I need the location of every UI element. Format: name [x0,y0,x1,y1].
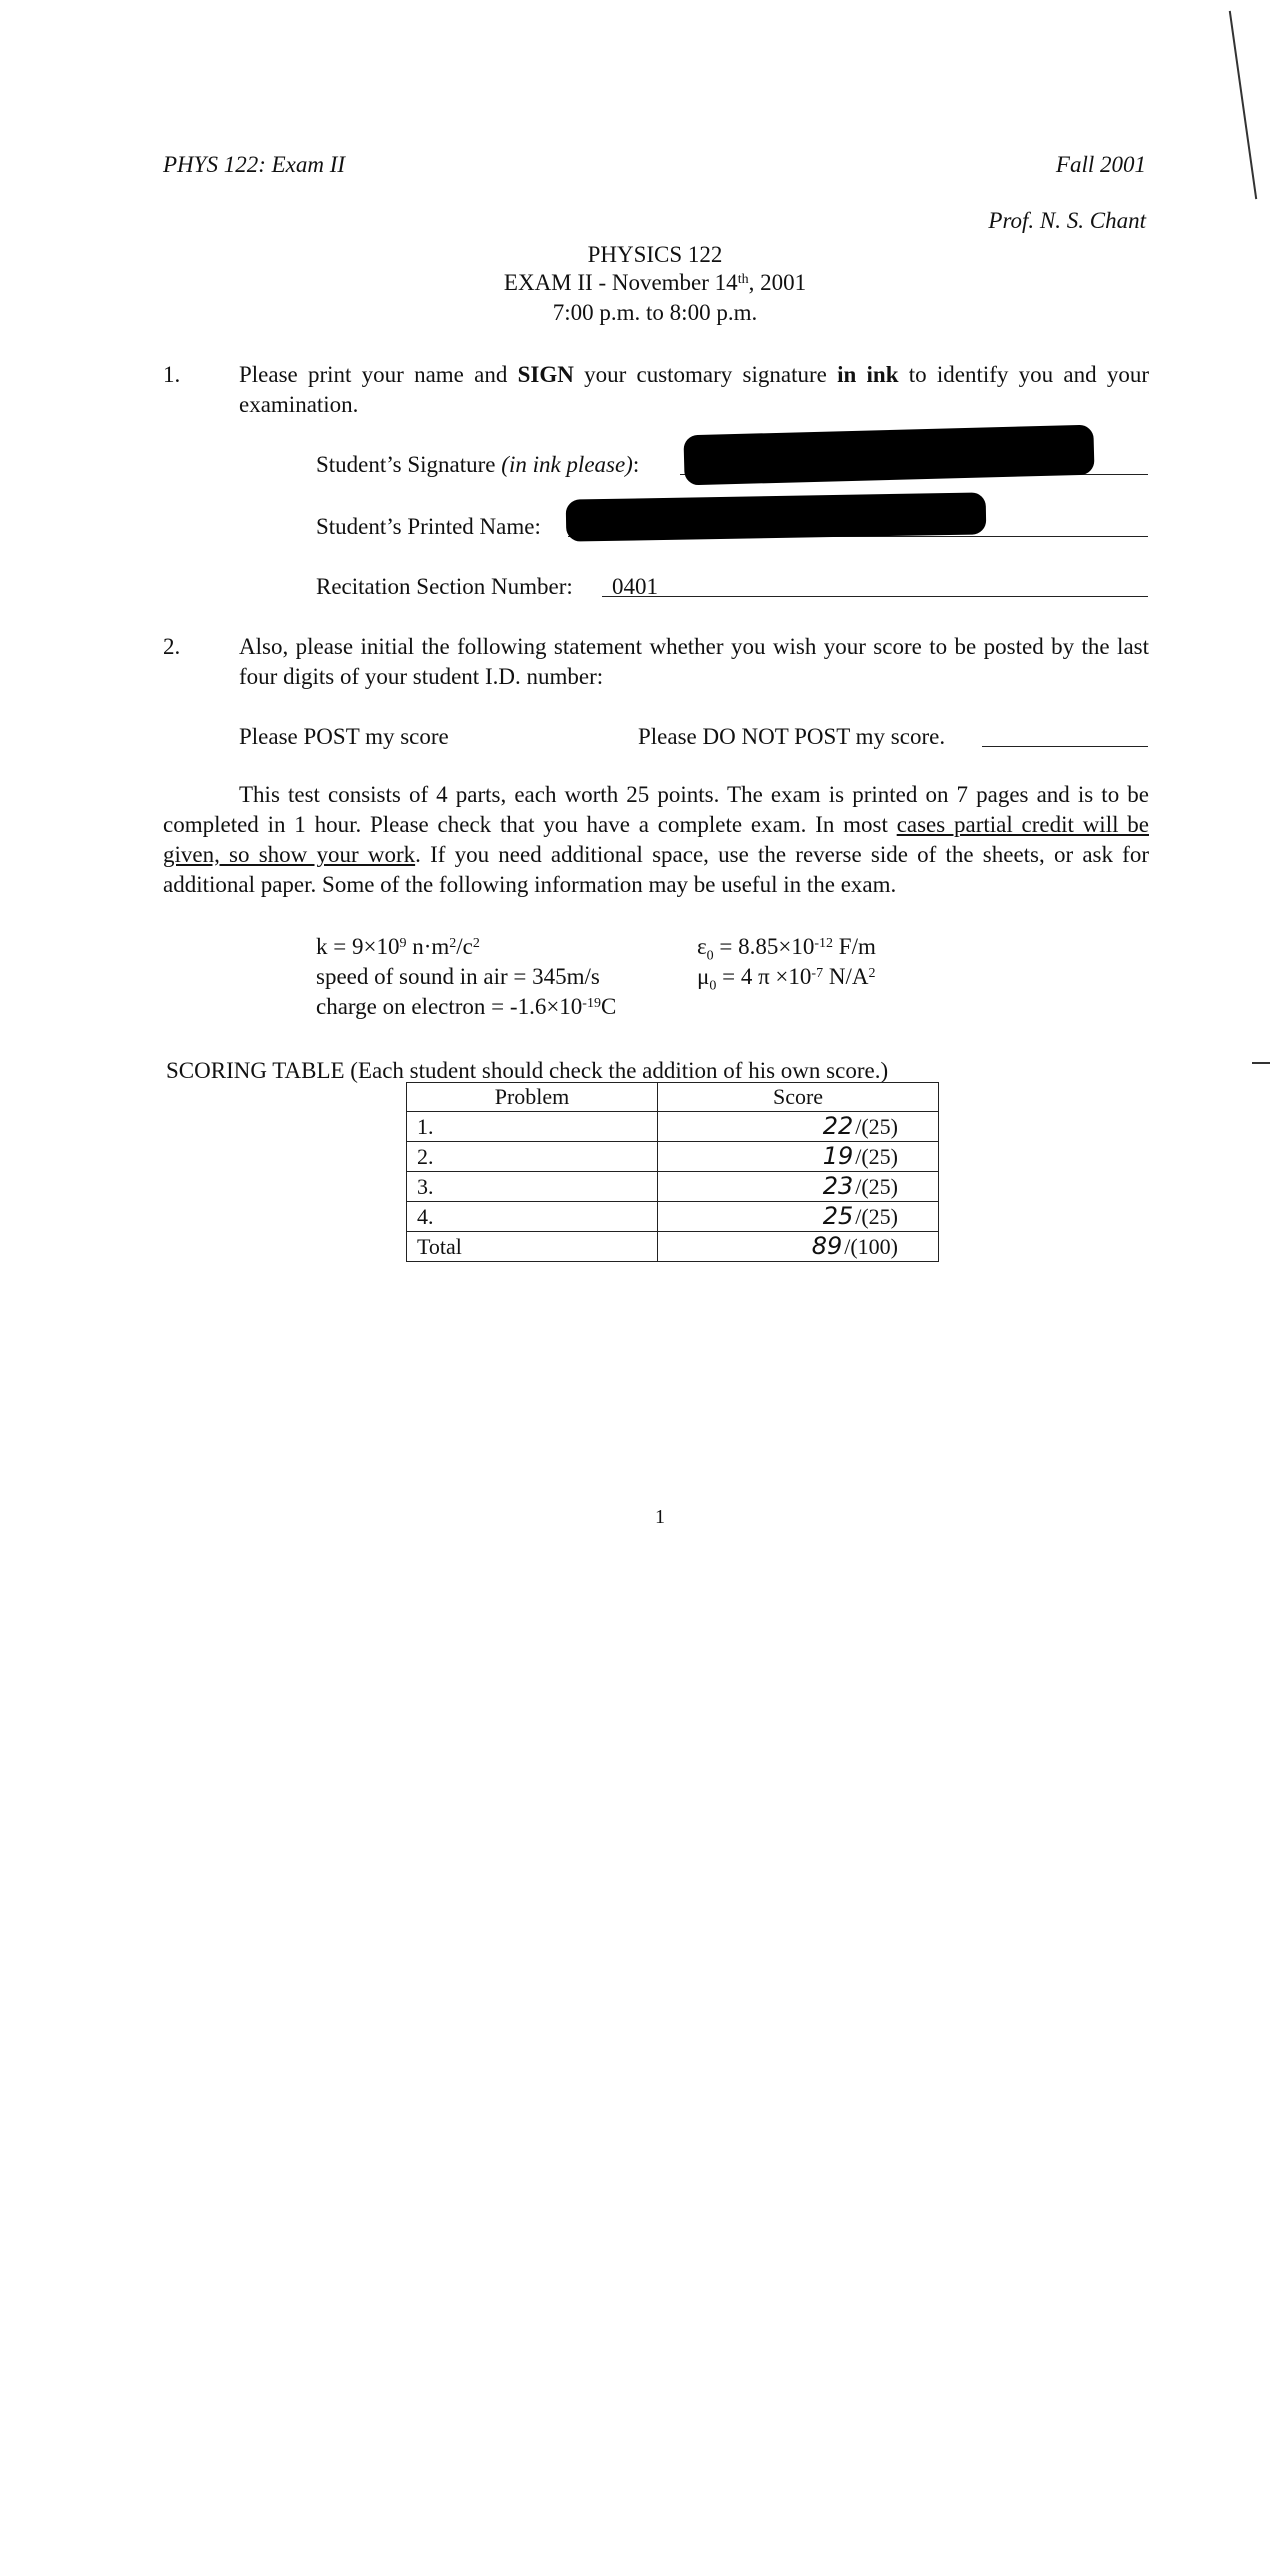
score-cell: 25/(25) [658,1202,939,1232]
instructions-paragraph: This test consists of 4 parts, each worth 25 points. The exam is printed on 7 pages and is to be completed in 1 hour. Please check that you have a complete exam. In most cases partial credit will be given, so show your work. If you need additional space, use the reverse side of the sheets, or ask for additional paper. Some of the following information may be useful in the exam. [163,782,1149,897]
item2-number: 2. [163,634,181,659]
item1-text: Please print your name and SIGN your customary signature in ink to identify you and your examination. [239,362,1150,417]
scoring-caption: SCORING TABLE (Each student should check the addition of his own score.) [166,1058,889,1083]
handwritten-score: 25 [822,1202,854,1230]
recitation-value: 0401 [612,574,658,599]
header-right: Fall 2001 [1055,152,1146,177]
constant-epsilon: $\varepsilon_0 = 8.85\times 10^{-12}$ F/m [697,934,876,964]
problem-cell: 2. [407,1142,658,1172]
col-problem-header: Problem [407,1083,658,1112]
scan-artifact-line [1229,11,1257,199]
problem-cell: 3. [407,1172,658,1202]
header-left: PHYS 122: Exam II [163,152,346,177]
printed-name-label: Student’s Printed Name: [316,514,541,539]
score-cell: 22/(25) [658,1112,939,1142]
problem-cell: Total [407,1232,658,1262]
item1-number: 1. [163,362,181,387]
table-row [407,1202,939,1232]
score-cell: 23/(25) [658,1172,939,1202]
score-cell: 89/(100) [658,1232,939,1262]
table-row [407,1232,939,1262]
printed-name-redaction [566,492,987,541]
recitation-line[interactable] [602,596,1148,597]
scan-artifact-mark [1252,1062,1270,1064]
table-row [407,1112,939,1142]
score-cell: 19/(25) [658,1142,939,1172]
item2-text: Also, please initial the following statement whether you wish your score to be posted by the last four digits of your student I.D. number: [239,634,1149,689]
no-post-initial-line[interactable] [982,746,1148,747]
constant-mu: $\mu_0 = 4$ $\pi \times 10^{-7}$ $N/A^2$ [697,964,876,994]
problem-cell: 4. [407,1202,658,1232]
exam-title: EXAM II - November 14th, 2001 [503,270,807,295]
recitation-label: Recitation Section Number: [316,574,573,599]
scoring-table [406,1082,939,1262]
constant-k: $k = 9\times 10^9$ $n\cdot m^2/c^2$ [316,934,480,959]
post-score-label: Please POST my score [239,724,449,749]
page-number: 1 [655,1506,665,1528]
table-row [407,1172,939,1202]
exam-time: 7:00 p.m. to 8:00 p.m. [552,300,758,325]
no-post-score-label: Please DO NOT POST my score. [638,724,946,749]
handwritten-score: 23 [822,1172,854,1200]
constant-sound: speed of sound in air = 345m/s [316,964,600,989]
header-professor: Prof. N. S. Chant [988,208,1146,233]
signature-redaction [683,425,1094,486]
table-header-row [407,1083,939,1112]
signature-label: Student’s Signature (in ink please): [316,452,640,477]
course-title: PHYSICS 122 [587,242,723,267]
problem-cell: 1. [407,1112,658,1142]
handwritten-score: 19 [822,1142,854,1170]
handwritten-score: 89 [811,1232,843,1260]
constant-charge: charge on electron = $-1.6\times 10^{-19}C$ [316,994,617,1019]
col-score-header: Score [658,1083,939,1112]
table-row [407,1142,939,1172]
handwritten-score: 22 [822,1112,854,1140]
